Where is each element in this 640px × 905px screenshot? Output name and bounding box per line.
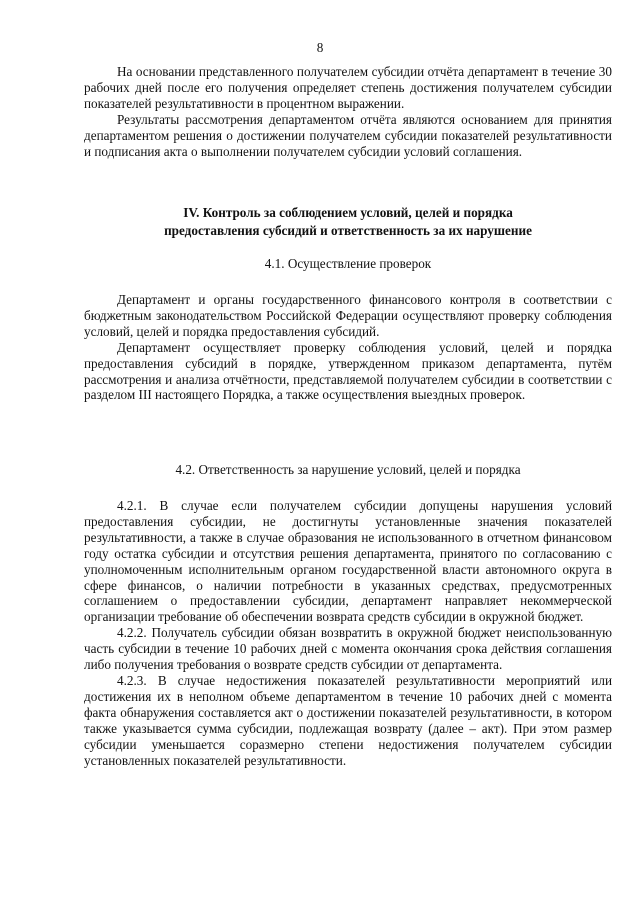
subsection-4-2-block <box>84 498 612 768</box>
section-heading-line: предоставления субсидий и ответственность за их нарушение <box>164 223 532 238</box>
paragraph: Департамент осуществляет проверку соблюдения условий, целей и порядка предоставления субсидий в порядке, утвержденном приказом департамента, путём рассмотрения и анализа отчётности, представляемой получателем субсидии в соответствии с разделом III настоящего Порядка, а также осуществления выездных проверок. <box>84 339 612 403</box>
subsection-title: 4.2. Ответственность за нарушение условий, целей и порядка <box>175 462 521 477</box>
section-heading-line: IV. Контроль за соблюдением условий, целей и порядка <box>183 205 513 220</box>
subsection-4-1-block <box>84 292 612 403</box>
paragraph: Результаты рассмотрения департаментом отчёта являются основанием для принятия департаментом решения о достижении получателем субсидии показателей результативности и подписания акта о выполнении получателем субсидии условий соглашения. <box>84 111 612 159</box>
paragraph: 4.2.3. В случае недостижения показателей результативности мероприятий или достижения их в неполном объеме департаментом в течение 10 рабочих дней с момента факта обнаружения составляется акт о достижении показателей результативности, в котором также указывается сумма субсидии, подлежащая возврату (далее – акт). При этом размер субсидии уменьшается соразмерно степени недостижения получателем субсидии установленных показателей результативности. <box>84 672 612 768</box>
section-heading <box>84 204 612 240</box>
paragraph: 4.2.1. В случае если получателем субсидии допущены нарушения условий предоставления субсидии, не достигнуты установленные значения показателей результативности, а также в случае образования не использованного в отчетном финансовом году остатка субсидии и отсутствия решения департамента, принятого по согласованию с уполномоченным исполнительным органом государственной власти автономного округа в сфере финансов, о наличии потребности в указанных средствах, предусмотренных соглашением о предоставлении субсидии, департамент направляет некоммерческой организации требование об обеспечении возврата средств субсидии в окружной бюджет. <box>84 498 612 625</box>
paragraph: Департамент и органы государственного финансового контроля в соответствии с бюджетным законодательством Российской Федерации осуществляют проверку соблюдения условий, целей и порядка предоставления субсидий. <box>84 292 612 339</box>
paragraph: На основании представленного получателем субсидии отчёта департамент в течение 30 рабочих дней после его получения определяет степень достижения получателем субсидии показателей результативности в процентном выражении. <box>84 64 612 111</box>
page-number: 8 <box>316 40 324 55</box>
paragraph: 4.2.2. Получатель субсидии обязан возвратить в окружной бюджет неиспользованную часть субсидии в течение 10 рабочих дней с момента окончания срока действия соглашения либо получения требования о возврате средств субсидии от департамента. <box>84 625 612 673</box>
intro-block <box>84 64 612 159</box>
subsection-title: 4.1. Осуществление проверок <box>264 256 432 271</box>
